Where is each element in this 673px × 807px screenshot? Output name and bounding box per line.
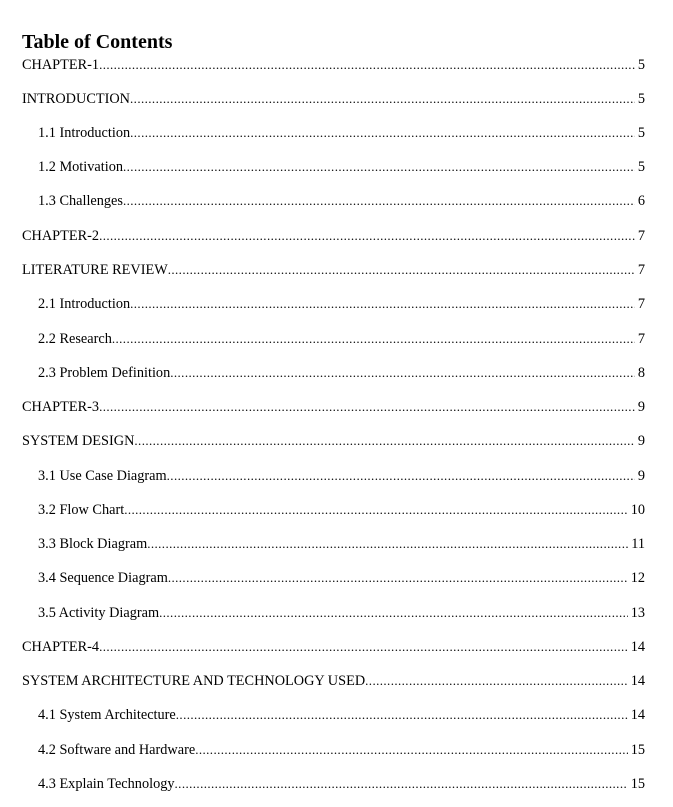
dot-leader bbox=[134, 432, 634, 450]
dot-leader bbox=[365, 672, 628, 690]
toc-entry-label[interactable]: 4.1 System Architecture bbox=[38, 707, 176, 723]
toc-page-number: 7 bbox=[637, 296, 645, 312]
toc-entry-label[interactable]: LITERATURE REVIEW bbox=[22, 262, 168, 278]
toc-page-number: 5 bbox=[637, 125, 645, 141]
dot-leader bbox=[195, 741, 628, 759]
toc-entry-label[interactable]: INTRODUCTION bbox=[22, 91, 131, 107]
toc-page-number: 14 bbox=[630, 673, 645, 689]
dot-leader bbox=[170, 364, 635, 382]
toc-entry-label[interactable]: 3.4 Sequence Diagram bbox=[38, 570, 168, 586]
dot-leader bbox=[130, 295, 635, 313]
toc-entry-label[interactable]: 4.2 Software and Hardware bbox=[38, 742, 196, 758]
toc-entry-label[interactable]: 1.3 Challenges bbox=[38, 193, 123, 209]
toc-entry-1-3[interactable] bbox=[38, 192, 645, 210]
dot-leader bbox=[99, 227, 635, 245]
toc-page-number: 5 bbox=[637, 159, 645, 175]
toc-entry-2-2[interactable] bbox=[38, 330, 645, 348]
dot-leader bbox=[124, 501, 628, 519]
toc-page-number: 13 bbox=[630, 605, 645, 621]
toc-page-number: 11 bbox=[631, 536, 645, 552]
toc-entry-label[interactable]: 2.1 Introduction bbox=[38, 296, 131, 312]
toc-entry-1-1[interactable] bbox=[38, 124, 645, 142]
toc-entry-3-5[interactable] bbox=[38, 604, 645, 622]
toc-entry-label[interactable]: 3.1 Use Case Diagram bbox=[38, 468, 167, 484]
toc-entry-label[interactable]: 3.2 Flow Chart bbox=[38, 502, 125, 518]
toc-page-number: 9 bbox=[637, 468, 645, 484]
dot-leader bbox=[99, 398, 635, 416]
toc-page-number: 15 bbox=[630, 742, 645, 758]
toc-entry-3-3[interactable] bbox=[38, 535, 645, 553]
toc-page-number: 8 bbox=[637, 365, 645, 381]
toc-entry-label[interactable]: 1.1 Introduction bbox=[38, 125, 131, 141]
page-title: Table of Contents bbox=[22, 31, 173, 53]
toc-entry-label[interactable]: CHAPTER-2 bbox=[22, 228, 100, 244]
toc-page-number: 7 bbox=[637, 228, 645, 244]
toc-page-number: 12 bbox=[630, 570, 645, 586]
toc-page-number: 7 bbox=[637, 262, 645, 278]
toc-page-number: 5 bbox=[637, 91, 645, 107]
toc-entry-label[interactable]: CHAPTER-1 bbox=[22, 57, 100, 73]
toc-entry-label[interactable]: 3.3 Block Diagram bbox=[38, 536, 148, 552]
toc-entry-3-2[interactable] bbox=[38, 501, 645, 519]
dot-leader bbox=[167, 467, 635, 485]
toc-entry-3-4[interactable] bbox=[38, 569, 645, 587]
dot-leader bbox=[130, 124, 635, 142]
dot-leader bbox=[168, 569, 628, 587]
toc-entry-label[interactable]: 3.5 Activity Diagram bbox=[38, 605, 160, 621]
dot-leader bbox=[175, 775, 628, 793]
toc-entry-chapter-2[interactable] bbox=[22, 227, 645, 245]
toc-entry-label[interactable]: CHAPTER-3 bbox=[22, 399, 100, 415]
toc-entry-label[interactable]: SYSTEM ARCHITECTURE AND TECHNOLOGY USED bbox=[22, 673, 366, 689]
toc-page-number: 15 bbox=[630, 776, 645, 792]
toc-page-number: 6 bbox=[637, 193, 645, 209]
toc-entry-2-3[interactable] bbox=[38, 364, 645, 382]
toc-entry-label[interactable]: SYSTEM DESIGN bbox=[22, 433, 135, 449]
toc-entry-4-2[interactable] bbox=[38, 741, 645, 759]
toc-entry-system-design[interactable] bbox=[22, 432, 645, 450]
toc-entry-chapter-1[interactable] bbox=[22, 56, 645, 74]
toc-page-number: 5 bbox=[637, 57, 645, 73]
toc-page-number: 14 bbox=[630, 707, 645, 723]
dot-leader bbox=[168, 261, 635, 279]
toc-entry-introduction[interactable] bbox=[22, 90, 645, 108]
toc-entry-literature-review[interactable] bbox=[22, 261, 645, 279]
dot-leader bbox=[123, 192, 635, 210]
toc-entry-3-1[interactable] bbox=[38, 467, 645, 485]
dot-leader bbox=[99, 56, 635, 74]
toc-entry-4-3[interactable] bbox=[38, 775, 645, 793]
toc-page-number: 9 bbox=[637, 433, 645, 449]
toc-entry-system-architecture[interactable] bbox=[22, 672, 645, 690]
dot-leader bbox=[130, 90, 635, 108]
toc-entry-label[interactable]: 2.3 Problem Definition bbox=[38, 365, 171, 381]
dot-leader bbox=[159, 604, 628, 622]
toc-entry-chapter-4[interactable] bbox=[22, 638, 645, 656]
dot-leader bbox=[123, 158, 635, 176]
toc-entry-label[interactable]: 1.2 Motivation bbox=[38, 159, 123, 175]
toc-entry-2-1[interactable] bbox=[38, 295, 645, 313]
dot-leader bbox=[99, 638, 628, 656]
toc-page-number: 7 bbox=[637, 331, 645, 347]
toc-entry-4-1[interactable] bbox=[38, 706, 645, 724]
toc-entry-label[interactable]: 4.3 Explain Technology bbox=[38, 776, 175, 792]
toc-entry-1-2[interactable] bbox=[38, 158, 645, 176]
dot-leader bbox=[112, 330, 635, 348]
toc-entry-chapter-3[interactable] bbox=[22, 398, 645, 416]
dot-leader bbox=[176, 706, 628, 724]
dot-leader bbox=[147, 535, 628, 553]
toc-page-number: 9 bbox=[637, 399, 645, 415]
toc-entry-label[interactable]: 2.2 Research bbox=[38, 331, 112, 347]
toc-page-number: 14 bbox=[630, 639, 645, 655]
toc-entry-label[interactable]: CHAPTER-4 bbox=[22, 639, 100, 655]
toc-page-number: 10 bbox=[630, 502, 645, 518]
